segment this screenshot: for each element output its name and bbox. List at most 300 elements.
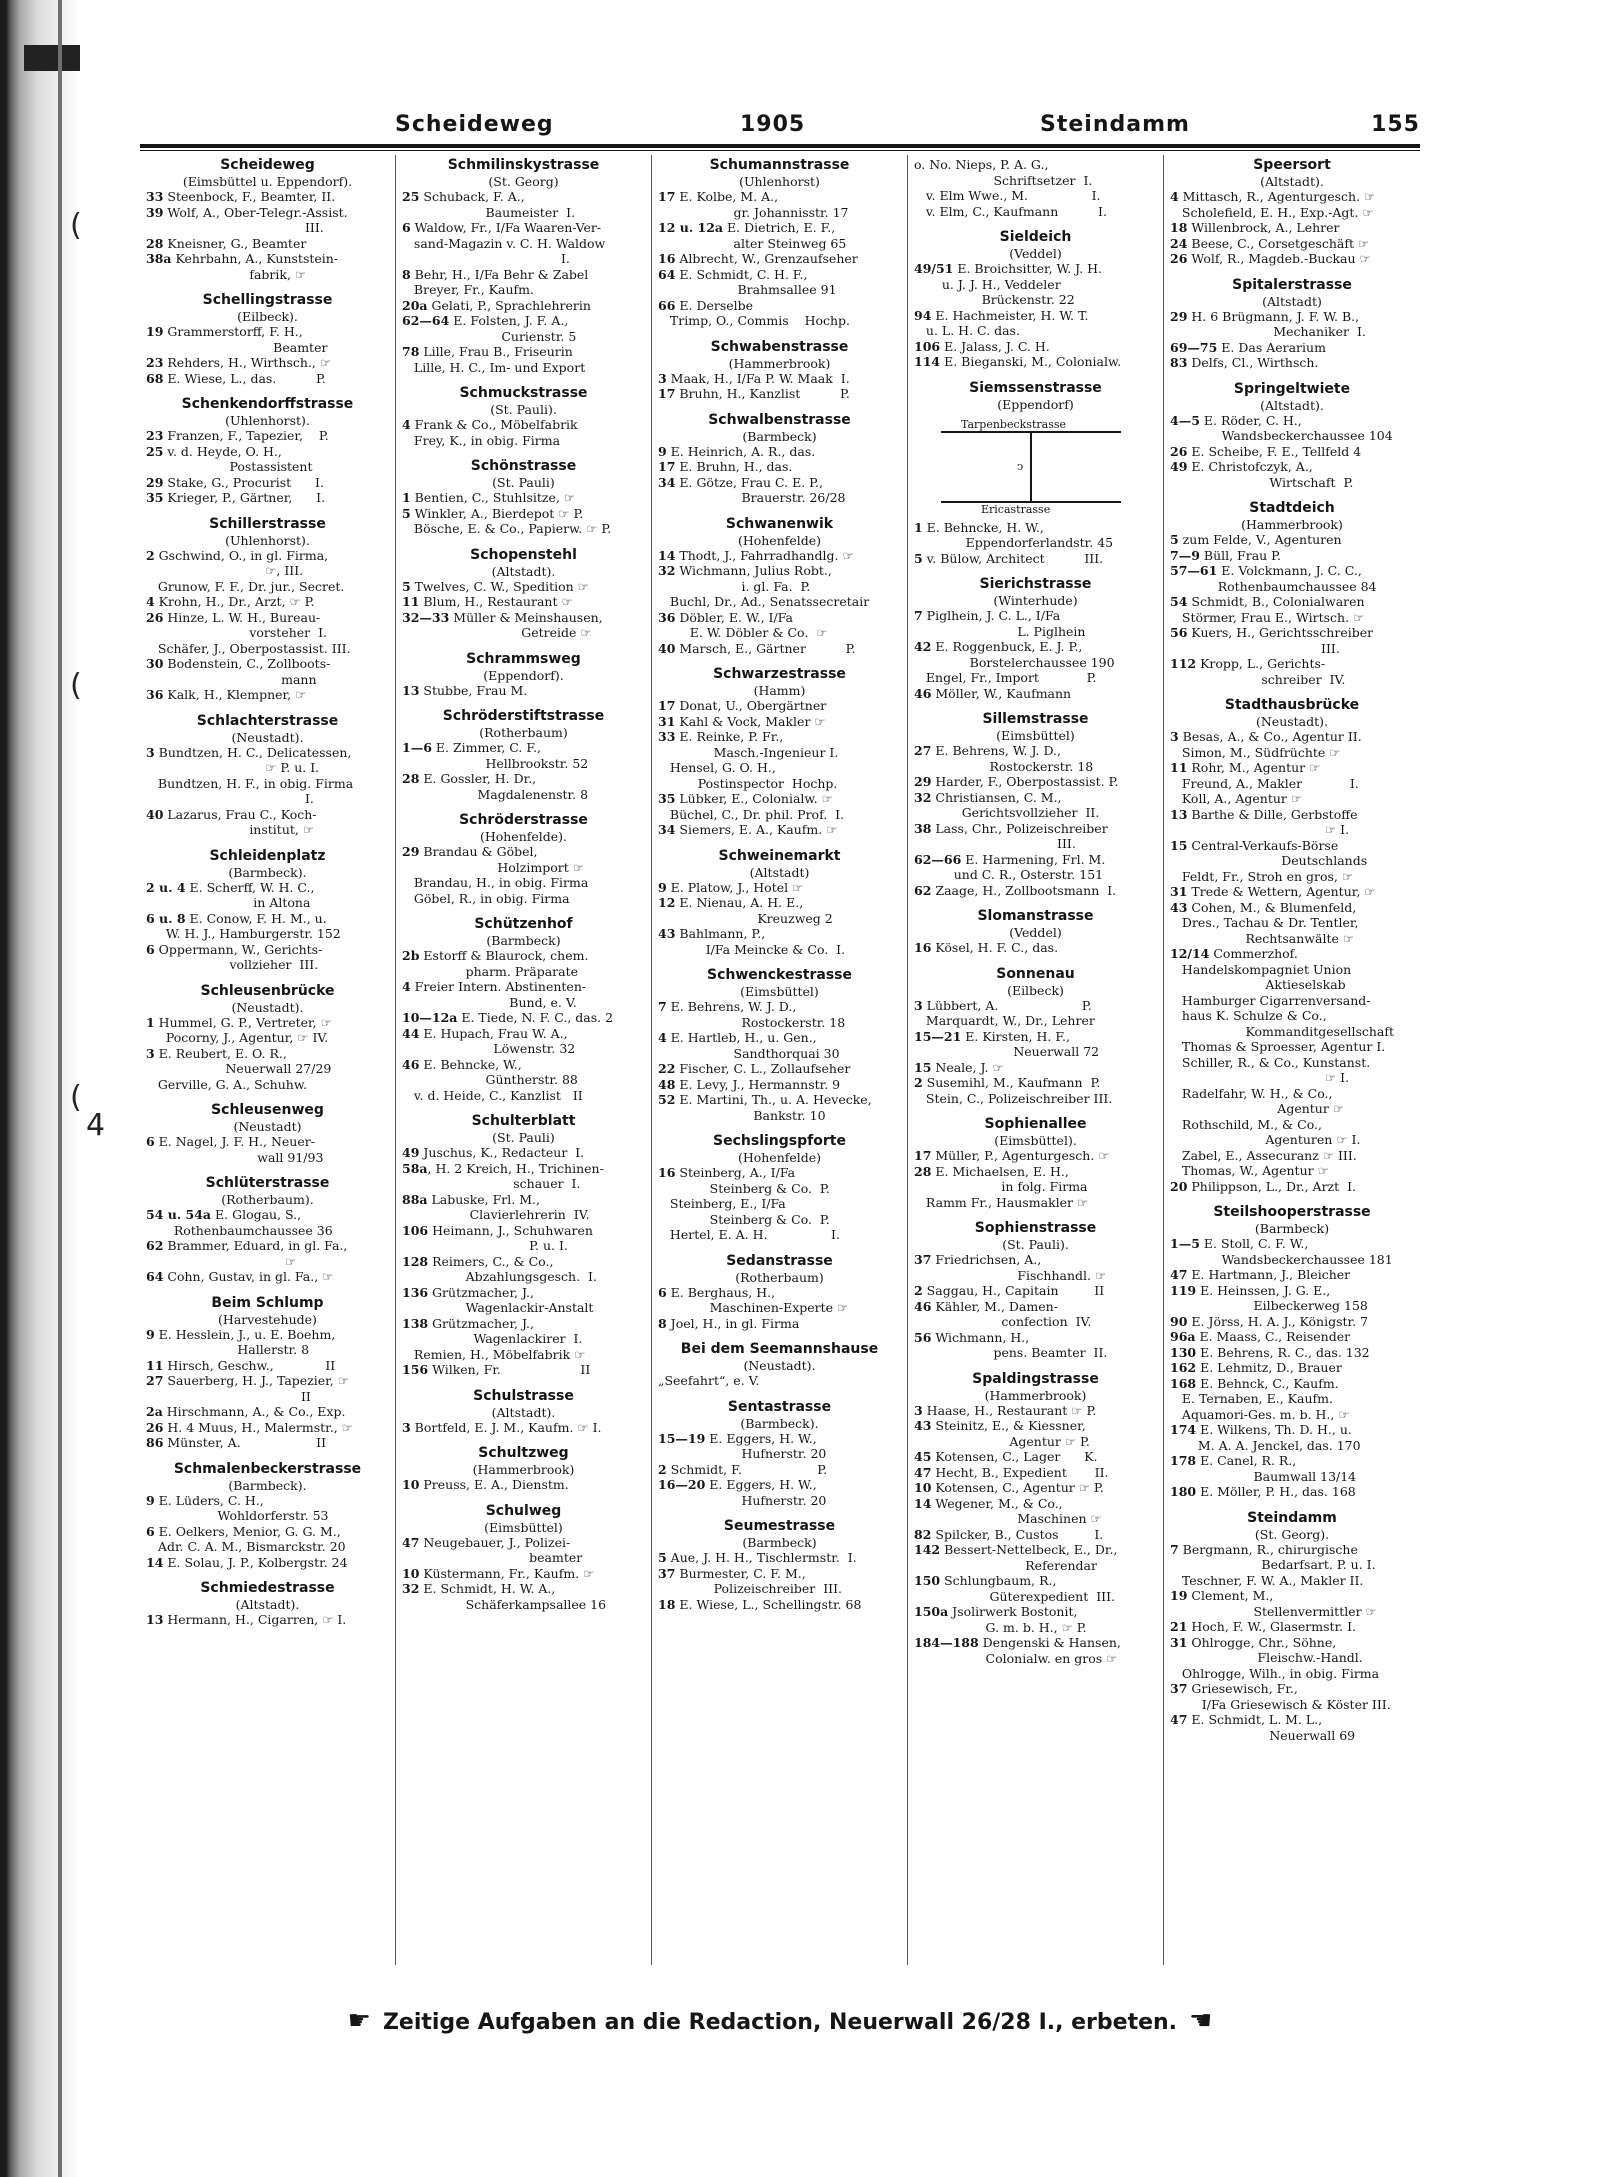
street-district: (Uhlenhorst). xyxy=(225,532,310,548)
house-number: 96a xyxy=(1170,1329,1196,1344)
street-name: Stadthausbrücke xyxy=(1224,697,1360,713)
street-district: (Eppendorf) xyxy=(997,396,1074,412)
resident-text: Müller & Meinshausen, Getreide ☞ xyxy=(453,609,603,640)
directory-entry xyxy=(402,1057,645,1088)
directory-entry xyxy=(146,1015,389,1046)
street-name: Stadtdeich xyxy=(1249,500,1335,516)
house-number: 23 xyxy=(146,355,164,370)
resident-text: Heimann, J., Schuhwaren P. u. I. xyxy=(432,1222,593,1253)
directory-entry xyxy=(914,157,1157,219)
house-number: 106 xyxy=(402,1222,429,1238)
directory-entry xyxy=(1170,884,1414,900)
directory-entry xyxy=(402,579,645,595)
house-number: 45 xyxy=(914,1449,932,1464)
house-number: 19 xyxy=(1170,1588,1188,1603)
resident-text: Marsch, E., Gärtner P. xyxy=(675,640,856,656)
resident-text: , H. 2 Kreich, H., Trichinen- schauer I. xyxy=(427,1160,604,1191)
directory-entry xyxy=(658,1165,901,1243)
house-number: 27 xyxy=(146,1373,164,1388)
house-number: 1—6 xyxy=(402,740,432,755)
directory-entry xyxy=(658,714,901,730)
street-name: Schulweg xyxy=(485,1502,562,1519)
house-number: 1—5 xyxy=(1170,1236,1200,1251)
street-district: (Eimsbüttel) xyxy=(484,1519,563,1535)
resident-text: Waldow, Fr., I/Fa Waaren-Ver- sand-Magazin v. C. H. Waldow I. xyxy=(413,220,606,266)
street-name: Schlachterstrasse xyxy=(196,712,339,729)
street-district: (Hohenfelde). xyxy=(479,829,568,844)
house-number: 20 xyxy=(1170,1178,1188,1194)
directory-entry xyxy=(914,608,1157,639)
directory-entry xyxy=(1170,1422,1414,1453)
directory-entry xyxy=(1170,760,1414,807)
resident-text: E. Wiese, L., das. P. xyxy=(163,370,326,386)
resident-text: E. Folsten, J. F. A., Curienstr. 5 xyxy=(453,313,577,344)
resident-text: Bessert-Nettelbeck, E., Dr., Referendar xyxy=(944,1542,1118,1573)
directory-entry xyxy=(402,1420,645,1436)
house-number: 47 xyxy=(402,1534,420,1550)
street-district: (Barmbeck) xyxy=(742,1535,817,1550)
directory-entry xyxy=(658,1316,901,1332)
directory-entry xyxy=(1170,444,1414,460)
street-district: (Barmbeck). xyxy=(228,1477,307,1493)
street-section xyxy=(658,666,901,838)
house-number: 38 xyxy=(914,820,932,836)
directory-entry xyxy=(402,1581,645,1612)
house-number: 17 xyxy=(658,698,676,713)
house-number: 3 xyxy=(914,1402,923,1418)
resident-text: E. Bieganski, M., Colonialw. xyxy=(940,354,1122,369)
street-section xyxy=(402,157,645,375)
directory-entry xyxy=(914,261,1157,308)
directory-entry xyxy=(1170,355,1414,371)
directory-entry xyxy=(402,610,645,641)
house-number: 40 xyxy=(658,640,676,656)
directory-entry xyxy=(914,1604,1157,1635)
street-section xyxy=(658,339,901,402)
resident-text: Kahl & Vock, Makler ☞ xyxy=(675,713,826,729)
street-name: Schmuckstrasse xyxy=(459,385,588,401)
street-section xyxy=(658,848,901,958)
resident-text: Döbler, E. W., I/Fa E. W. Döbler & Co. ☞ xyxy=(679,609,828,640)
margin-note: ( xyxy=(70,668,82,703)
resident-text: Bortfeld, E. J. M., Kaufm. ☞ I. xyxy=(410,1419,602,1435)
street-district: (Altstadt). xyxy=(1260,397,1324,413)
resident-text: Franzen, F., Tapezier, P. xyxy=(163,428,329,443)
resident-text: Cohn, Gustav, in gl. Fa., ☞ xyxy=(163,1269,334,1284)
house-number: 14 xyxy=(914,1495,932,1511)
street-district: (Neustadt). xyxy=(231,999,304,1015)
street-name: Siemssenstrasse xyxy=(969,379,1102,396)
house-number: 10—12a xyxy=(402,1010,458,1025)
house-number: 25 xyxy=(146,443,164,459)
street-district: (Barmbeck). xyxy=(740,1415,819,1431)
street-district: (Eimsbüttel) xyxy=(740,984,819,999)
house-number: 5 xyxy=(402,505,411,521)
directory-entry xyxy=(146,428,389,444)
pointing-hand-left-icon: ☚ xyxy=(1189,2006,1213,2036)
house-number: 31 xyxy=(1170,884,1188,899)
house-number: 28 xyxy=(146,235,164,251)
resident-text: Lille, Frau B., Friseurin Lille, H. C., Im- und Export xyxy=(413,344,586,375)
street-district: (Rotherbaum) xyxy=(479,725,568,740)
directory-entry xyxy=(1170,729,1414,760)
directory-entry xyxy=(146,548,389,579)
house-number: 4 xyxy=(1170,189,1179,204)
directory-entry xyxy=(1170,1283,1414,1314)
directory-entry xyxy=(1170,1179,1414,1195)
street-name: Schleidenplatz xyxy=(209,847,326,864)
house-number: 3 xyxy=(146,1045,155,1061)
directory-entry xyxy=(1170,548,1414,564)
resident-text: Behr, H., I/Fa Behr & Zabel Breyer, Fr., Kaufm. xyxy=(413,266,589,297)
resident-text: E. Solau, J. P., Kolbergstr. 24 xyxy=(163,1554,348,1570)
house-number: 13 xyxy=(402,682,420,698)
book-binding-edge xyxy=(0,0,106,2177)
house-number: 16 xyxy=(658,251,676,266)
directory-entry xyxy=(402,594,645,610)
house-number: 9 xyxy=(658,443,667,459)
street-section xyxy=(402,458,645,537)
street-district: (Neustadt). xyxy=(1255,714,1329,729)
directory-entry xyxy=(914,940,1157,956)
directory-entry xyxy=(658,251,901,267)
resident-text: E. Harmening, Frl. M. und C. R., Osterstr. 151 xyxy=(953,851,1106,882)
directory-entry xyxy=(146,807,389,838)
map-label-bottom: Ericastrasse xyxy=(980,502,1050,514)
resident-text: Hermann, H., Cigarren, ☞ I. xyxy=(163,1612,347,1627)
street-section xyxy=(914,966,1157,1107)
house-number: 33 xyxy=(658,729,676,744)
house-number: 5 xyxy=(1170,532,1179,547)
directory-entry xyxy=(402,267,645,298)
directory-entry xyxy=(1170,1329,1414,1345)
house-number: 78 xyxy=(402,344,420,359)
street-district: (Barmbeck) xyxy=(486,933,561,948)
house-number: 49 xyxy=(1170,459,1188,474)
resident-text: E. Canel, R. R., Baumwall 13/14 xyxy=(1200,1453,1357,1484)
directory-entry xyxy=(914,1252,1157,1283)
directory-entry xyxy=(914,852,1157,883)
house-number: 15—19 xyxy=(658,1430,706,1446)
margin-note: ( xyxy=(70,208,82,243)
resident-text: E. Hartmann, J., Bleicher xyxy=(1187,1267,1351,1282)
resident-text: Harder, F., Oberpostassist. P. xyxy=(931,774,1119,789)
directory-entry xyxy=(658,1462,901,1478)
resident-text: Schmidt, F. P. xyxy=(666,1461,828,1477)
resident-text: E. Derselbe Trimp, O., Commis Hochp. xyxy=(669,297,851,328)
resident-text: Winkler, A., Bierdepot ☞ P. Bösche, E. & Co., Papierw. ☞ P. xyxy=(413,505,612,536)
directory-entry xyxy=(914,1496,1157,1527)
resident-text: E. Nienau, A. H. E., Kreuzweg 2 xyxy=(679,895,833,926)
resident-text: Estorff & Blaurock, chem. pharm. Präparate xyxy=(423,948,589,979)
house-number: 29 xyxy=(914,774,932,789)
directory-entry xyxy=(402,979,645,1010)
house-number: 18 xyxy=(658,1596,676,1612)
resident-text: E. Hesslein, J., u. E. Boehm, Hallerstr. 8 xyxy=(158,1326,336,1357)
directory-entry xyxy=(914,1542,1157,1573)
street-section xyxy=(1170,381,1414,491)
resident-text: Grammerstorff, F. H., Beamter xyxy=(167,324,328,355)
street-name: Schenkendorffstrasse xyxy=(181,396,354,412)
house-number: 138 xyxy=(402,1315,429,1331)
directory-entry xyxy=(146,1077,389,1093)
resident-text: Münster, A. II xyxy=(163,1435,327,1450)
directory-entry xyxy=(658,548,901,564)
directory-entry xyxy=(146,251,389,282)
directory-entry xyxy=(1170,625,1414,656)
directory-entry xyxy=(914,339,1157,355)
house-number: 4—5 xyxy=(1170,412,1200,428)
street-name: Schwanenwik xyxy=(725,515,834,532)
resident-text: Brammer, Eduard, in gl. Fa., ☞ xyxy=(167,1238,348,1269)
directory-entry xyxy=(1170,1345,1414,1361)
house-number: 14 xyxy=(146,1554,164,1570)
resident-text: Blum, H., Restaurant ☞ xyxy=(419,594,573,609)
street-name: Spitalerstrasse xyxy=(1232,276,1352,293)
house-number: 174 xyxy=(1170,1422,1197,1437)
resident-text: E. Behrens, W. J. D., Rostockerstr. 18 xyxy=(935,743,1094,774)
resident-text: Krohn, H., Dr., Arzt, ☞ P. xyxy=(154,594,315,609)
resident-text: Bodenstein, C., Zollboots- mann xyxy=(167,656,331,687)
map-mark: ↄ xyxy=(1016,459,1023,473)
resident-text: Remien, H., Möbelfabrik ☞ xyxy=(402,1346,586,1362)
house-number: 11 xyxy=(1170,760,1188,775)
street-district: (Barmbeck). xyxy=(228,864,307,880)
house-number: 178 xyxy=(1170,1453,1197,1468)
resident-text: Spilcker, B., Custos I. xyxy=(931,1526,1104,1542)
resident-text: Kuers, H., Gerichtsschreiber III. xyxy=(1191,625,1374,656)
directory-entry xyxy=(146,687,389,703)
directory-entry xyxy=(1170,413,1414,444)
resident-text: Cohen, M., & Blumenfeld, Dres., Tachau & Dr. Tentler, Rechtsanwälte ☞ xyxy=(1181,899,1359,946)
resident-text: Lübker, E., Colonialw. ☞ Büchel, C., Dr. phil. Prof. I. xyxy=(669,791,845,822)
header-rule xyxy=(140,144,1420,148)
resident-text: Rehders, H., Wirthsch., ☞ xyxy=(163,355,332,370)
street-section xyxy=(658,157,901,329)
directory-entry xyxy=(1170,1619,1414,1635)
directory-entry xyxy=(914,883,1157,899)
resident-text: Schäfer, J., Oberpostassist. III. xyxy=(146,640,351,656)
street-district: (Neustadt). xyxy=(743,1358,816,1373)
directory-entry xyxy=(658,999,901,1030)
house-number: 6 xyxy=(402,220,411,235)
resident-text: E. Kirsten, H. F., Neuerwall 72 xyxy=(965,1028,1100,1059)
resident-text: Kalk, H., Klempner, ☞ xyxy=(163,687,307,702)
house-number: 180 xyxy=(1170,1484,1197,1499)
street-section xyxy=(402,1113,645,1378)
house-number: 21 xyxy=(1170,1619,1188,1634)
directory-entry xyxy=(914,1060,1157,1076)
street-name: Sierichstrasse xyxy=(979,576,1092,592)
resident-text: Wichmann, Julius Robt., i. gl. Fa. P. Buchl, Dr., Ad., Senatssecretair xyxy=(669,563,870,609)
house-number: 3 xyxy=(1170,729,1179,744)
house-number: 15—21 xyxy=(914,1028,962,1044)
house-number: 38a xyxy=(146,251,172,266)
street-district: (Hohenfelde) xyxy=(737,532,822,548)
house-number: 142 xyxy=(914,1542,941,1557)
directory-entry xyxy=(1170,1588,1414,1619)
house-number: 94 xyxy=(914,307,932,323)
directory-entry xyxy=(146,1612,389,1628)
street-section xyxy=(402,1503,645,1613)
house-number: 23 xyxy=(146,428,164,443)
house-number: 1 xyxy=(402,490,411,505)
house-number: 150 xyxy=(914,1573,941,1588)
resident-text: o. No. Nieps, P. A. G., Schriftsetzer I. v. Elm Wwe., M. I. v. Elm, C., Kaufmann I. xyxy=(914,157,1107,219)
directory-entry xyxy=(146,1327,389,1358)
resident-text: E. Schmidt, H. W. A., Schäferkampsallee 16 xyxy=(423,1581,607,1612)
directory-entry xyxy=(1170,563,1414,594)
house-number: 42 xyxy=(914,639,932,654)
street-name: Schmilinskystrasse xyxy=(447,157,600,173)
resident-text: Gschwind, O., in gl. Firma, ☞, III. xyxy=(158,547,329,578)
house-number: 2 xyxy=(914,1283,923,1298)
street-name: Sechslingspforte xyxy=(713,1133,846,1149)
house-number: 48 xyxy=(658,1076,676,1092)
directory-entry xyxy=(146,1358,389,1374)
directory-entry xyxy=(402,417,645,448)
house-number: 7 xyxy=(1170,1541,1179,1557)
street-name: Schlüterstrasse xyxy=(205,1175,330,1191)
street-district: (Barmbeck) xyxy=(1254,1221,1330,1236)
resident-text: E. Reubert, E. O. R., Neuerwall 27/29 xyxy=(158,1045,332,1076)
directory-entry xyxy=(402,1254,645,1285)
house-number: 46 xyxy=(914,685,932,701)
house-number: 156 xyxy=(402,1362,429,1377)
street-district: (Eimsbüttel) xyxy=(996,728,1075,743)
resident-text: Kropp, L., Gerichts- schreiber IV. xyxy=(1200,656,1346,687)
house-number: 9 xyxy=(658,879,667,895)
house-number: 106 xyxy=(914,338,941,354)
resident-text: H. 6 Brügmann, J. F. W. B., Mechaniker I. xyxy=(1191,308,1366,339)
resident-text: E. Schmidt, L. M. L., Neuerwall 69 xyxy=(1191,1712,1356,1743)
house-number: 66 xyxy=(658,297,676,313)
directory-entry xyxy=(914,1465,1157,1481)
street-name: Schellingstrasse xyxy=(202,292,333,308)
directory-entry xyxy=(402,1161,645,1192)
directory-entry xyxy=(402,1316,645,1347)
page-number: 155 xyxy=(1371,112,1420,137)
street-district: (Veddel) xyxy=(1009,246,1062,261)
resident-text: E. Schmidt, C. H. F., Brahmsallee 91 xyxy=(679,266,837,297)
resident-text: E. Behrens, R. C., das. 132 xyxy=(1196,1344,1370,1360)
house-number: 16 xyxy=(914,940,932,955)
house-number: 31 xyxy=(1170,1634,1188,1650)
house-number: 43 xyxy=(658,926,676,941)
directory-entry xyxy=(1170,594,1414,625)
page-header xyxy=(140,100,1420,142)
resident-text: E. Möller, P. H., das. 168 xyxy=(1196,1484,1356,1499)
column-container xyxy=(140,155,1420,1965)
directory-entry xyxy=(146,371,389,387)
street-district: (Hohenfelde) xyxy=(737,1150,822,1165)
house-number: 7 xyxy=(914,608,923,623)
house-number: 56 xyxy=(914,1329,932,1345)
street-section xyxy=(658,412,901,506)
house-number: 6 xyxy=(146,1523,155,1539)
directory-entry xyxy=(914,639,1157,686)
resident-text: Bundtzen, H. C., Delicatessen, ☞ P. u. I. xyxy=(158,744,352,775)
street-district: (Altstadt). xyxy=(235,1597,300,1612)
street-name: Beim Schlump xyxy=(211,1294,324,1311)
directory-entry xyxy=(914,1075,1157,1106)
house-number: 40 xyxy=(146,806,164,822)
house-number: 24 xyxy=(1170,235,1188,251)
directory-entry xyxy=(402,1535,645,1566)
resident-text: Hinze, L. W. H., Bureau- vorsteher I. xyxy=(167,609,327,640)
street-section xyxy=(146,1175,389,1285)
resident-text: v. Bülow, Architect III. xyxy=(922,550,1104,566)
street-district: (St. Georg) xyxy=(488,174,559,189)
house-number: 17 xyxy=(914,1148,932,1163)
house-number: 130 xyxy=(1170,1344,1197,1360)
directory-column xyxy=(652,155,908,1965)
directory-entry xyxy=(1170,900,1414,947)
directory-entry xyxy=(146,475,389,491)
street-name: Schleusenweg xyxy=(211,1102,324,1118)
resident-text: Grunow, F. F., Dr. jur., Secret. xyxy=(146,578,345,594)
resident-text: Oppermann, W., Gerichts- vollzieher III. xyxy=(158,941,323,972)
street-district: (Eppendorf). xyxy=(483,667,564,683)
resident-text: Wegener, M., & Co., Maschinen ☞ xyxy=(935,1495,1102,1526)
street-section xyxy=(914,908,1157,956)
house-number: 62 xyxy=(146,1238,164,1253)
resident-text: „Seefahrt“, e. V. xyxy=(658,1373,760,1388)
directory-column xyxy=(140,155,396,1965)
directory-entry xyxy=(146,579,389,595)
directory-entry xyxy=(146,1493,389,1524)
pointing-hand-right-icon: ☛ xyxy=(347,2006,371,2036)
resident-text: Twelves, C. W., Spedition ☞ xyxy=(410,578,589,594)
house-number: 31 xyxy=(658,713,676,729)
directory-entry xyxy=(146,1046,389,1077)
street-name: Seumestrasse xyxy=(723,1518,836,1534)
directory-entry xyxy=(914,1330,1157,1361)
street-section xyxy=(1170,1510,1414,1744)
house-number: 10 xyxy=(402,1477,420,1492)
resident-text: E. Berghaus, H., Maschinen-Experte ☞ xyxy=(670,1284,849,1315)
street-section xyxy=(658,967,901,1123)
resident-text: Maak, H., I/Fa P. W. Maak I. xyxy=(666,370,850,386)
directory-entry xyxy=(146,1207,389,1238)
resident-text: Piglhein, J. C. L., I/Fa L. Piglhein xyxy=(926,608,1086,639)
resident-text: E. Scherff, W. H. C., in Altona xyxy=(189,879,315,910)
house-number: 114 xyxy=(914,354,941,369)
street-section xyxy=(402,385,645,448)
resident-text: E. Jalass, J. C. H. xyxy=(940,338,1050,354)
house-number: 10 xyxy=(402,1565,420,1581)
street-district: (Barmbeck) xyxy=(742,428,817,444)
street-section xyxy=(1170,697,1414,1194)
directory-entry xyxy=(1170,1635,1414,1682)
resident-text: Besas, A., & Co., Agentur II. Simon, M., Südfrüchte ☞ xyxy=(1181,729,1362,760)
directory-entry xyxy=(402,220,645,267)
directory-entry xyxy=(658,1431,901,1462)
resident-text: E. Broichsitter, W. J. H. u. J. J. H., Veddeler Brückenstr. 22 xyxy=(941,261,1103,307)
resident-text: Thodt, J., Fahrradhandlg. ☞ xyxy=(675,547,854,563)
house-number: 35 xyxy=(146,490,164,505)
street-section xyxy=(146,1102,389,1165)
resident-text: Bruhn, H., Kanzlist P. xyxy=(675,386,850,401)
directory-entry xyxy=(914,1449,1157,1465)
street-name: Schillerstrasse xyxy=(209,515,326,532)
directory-entry xyxy=(658,475,901,506)
directory-entry xyxy=(1170,946,1414,1179)
directory-entry xyxy=(1170,1453,1414,1484)
directory-entry xyxy=(146,641,389,657)
house-number: 43 xyxy=(1170,899,1188,915)
house-number: 2 xyxy=(658,1461,667,1477)
